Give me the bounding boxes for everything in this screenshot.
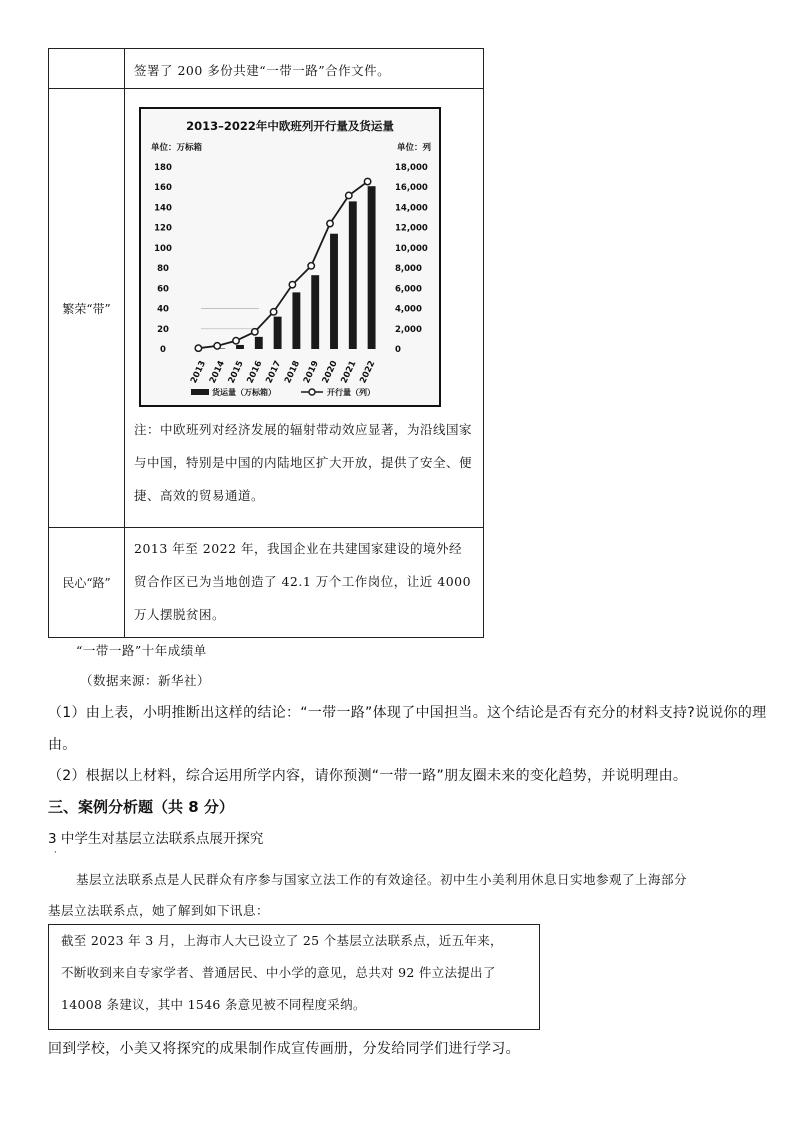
left-tick-label: 40 [157, 304, 169, 315]
info-box [48, 924, 540, 1030]
left-tick-label: 100 [154, 243, 172, 254]
question-1-line1: （1）由上表，小明推断出这样的结论：“一带一路”体现了中国担当。这个结论是否有充分的材料支持?说说你的理 [48, 705, 767, 721]
achievement-table [48, 48, 484, 638]
row2-label: 繁荣“带” [49, 89, 125, 528]
left-tick-label: 0 [160, 345, 166, 355]
trains-point [195, 345, 201, 351]
legend-line-marker [309, 389, 315, 395]
table-row3-content [125, 528, 484, 638]
freight-bar [368, 186, 376, 349]
legend-line-label: 开行量（列） [327, 388, 375, 397]
left-tick-label: 20 [157, 324, 169, 335]
legend-bar-swatch [191, 389, 209, 395]
trains-point [346, 192, 352, 198]
right-axis-unit: 单位：列 [396, 143, 431, 153]
data-source: （数据来源：新华社） [80, 673, 211, 688]
category-label: 2019 [301, 359, 321, 385]
chart-legend [191, 387, 375, 397]
category-label: 2018 [283, 359, 303, 385]
chart [139, 107, 441, 407]
category-label: 2017 [264, 359, 284, 385]
trains-point [327, 220, 333, 226]
row1-text: 签署了 200 多份共建“一带一路”合作文件。 [134, 62, 391, 78]
left-tick-label: 120 [154, 223, 172, 234]
category-label: 2021 [339, 359, 359, 385]
chart-svg [141, 109, 439, 405]
trains-line [198, 182, 367, 349]
category-label: 2015 [226, 359, 246, 385]
category-label: 2020 [320, 359, 340, 385]
trains-point [289, 281, 295, 287]
left-tick-label: 160 [154, 183, 172, 194]
after-box-text: 回到学校，小美又将探究的成果制作成宣传画册，分发给同学们进行学习。 [48, 1041, 520, 1057]
freight-bar [255, 337, 263, 349]
freight-bar [292, 292, 300, 349]
table-row1-label [49, 49, 125, 89]
trains-point [233, 338, 239, 344]
freight-bar [236, 345, 244, 349]
row3-label: 民心“路” [49, 528, 125, 638]
category-label: 2014 [207, 359, 227, 385]
freight-bar [330, 234, 338, 349]
question-3-title: 3 中学生对基层立法联系点展开探究 [48, 831, 264, 847]
right-tick-label: 18,000 [395, 163, 428, 173]
table-row1-content [125, 49, 484, 89]
right-tick-label: 14,000 [395, 203, 428, 214]
right-tick-label: 4,000 [395, 304, 422, 315]
trains-point [308, 263, 314, 269]
trains-point [364, 178, 370, 184]
table-caption: “一带一路”十年成绩单 [76, 643, 207, 658]
chart-title: 2013–2022年中欧班列开行量及货运量 [186, 119, 394, 133]
right-tick-label: 8,000 [395, 264, 422, 275]
freight-bar [311, 275, 319, 349]
info-box-line3: 14008 条建议，其中 1546 条意见被不同程度采纳。 [61, 997, 366, 1012]
intro-line2: 基层立法联系点，她了解到如下讯息： [48, 903, 270, 918]
category-label: 2022 [358, 359, 378, 385]
table-row2-content [125, 89, 484, 528]
right-tick-label: 2,000 [395, 324, 422, 335]
question-2: （2）根据以上材料，综合运用所学内容，请你预测“一带一路”朋友圈未来的变化趋势，并说明理由。 [48, 768, 688, 784]
chart-note: 注：中欧班列对经济发展的辐射带动效应显著，为沿线国家与中国，特别是中国的内陆地区扩大开放，提供了安全、便捷、高效的贸易通道。 [134, 422, 473, 503]
right-tick-label: 12,000 [395, 223, 428, 234]
category-label: 2016 [245, 359, 265, 385]
left-tick-label: 60 [157, 284, 169, 295]
stray-mark: · [54, 848, 57, 858]
left-axis-unit: 单位：万标箱 [151, 143, 203, 153]
legend-bar-label: 货运量（万标箱） [212, 388, 276, 397]
row3-text: 2013 年至 2022 年，我国企业在共建国家建设的境外经贸合作区已为当地创造了 42.1 万个工作岗位，让近 4000 万人摆脱贫困。 [134, 541, 472, 622]
left-tick-label: 140 [154, 203, 172, 214]
left-tick-label: 80 [157, 264, 169, 275]
question-1-line2: 由。 [48, 737, 77, 753]
intro-line1: 基层立法联系点是人民群众有序参与国家立法工作的有效途径。初中生小美利用休息日实地参观了上海部分 [76, 872, 688, 887]
freight-bar [274, 317, 282, 349]
trains-point [252, 329, 258, 335]
trains-point [270, 309, 276, 315]
info-box-line1: 截至 2023 年 3 月，上海市人大已设立了 25 个基层立法联系点，近五年来， [61, 933, 503, 948]
right-tick-label: 6,000 [395, 284, 422, 295]
left-tick-label: 180 [154, 163, 172, 173]
section-3-heading: 三、案例分析题（共 8 分） [48, 798, 234, 816]
info-box-line2: 不断收到来自专家学者、普通居民、中小学的意见，总共对 92 件立法提出了 [61, 965, 496, 980]
freight-bar [349, 201, 357, 349]
right-tick-label: 10,000 [395, 243, 428, 254]
right-tick-label: 16,000 [395, 183, 428, 194]
right-tick-label: 0 [395, 345, 401, 355]
trains-point [214, 343, 220, 349]
category-label: 2013 [189, 359, 209, 385]
